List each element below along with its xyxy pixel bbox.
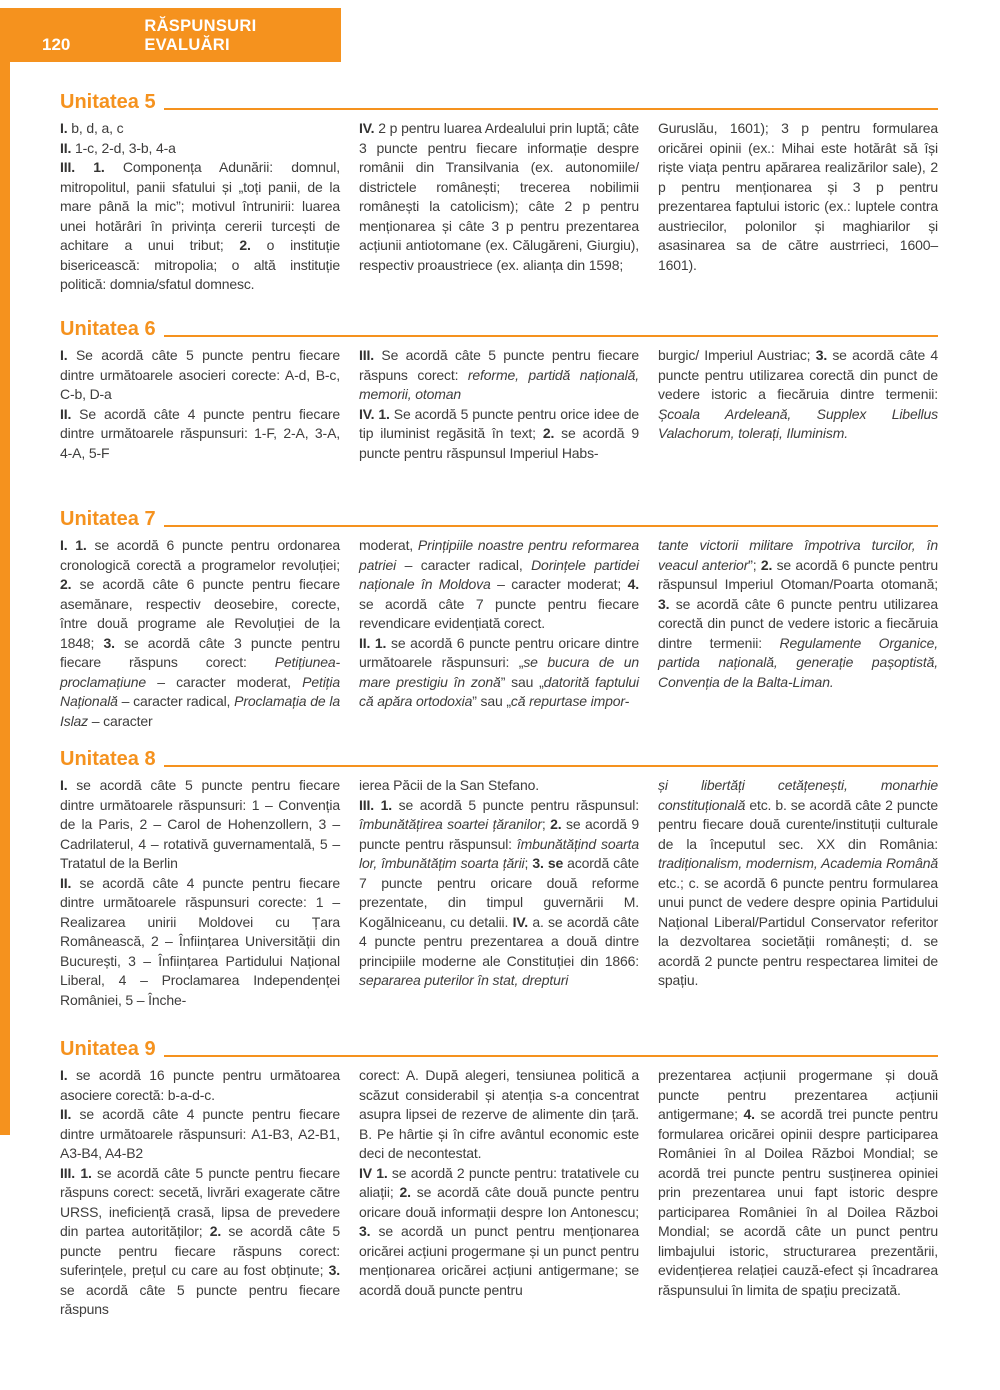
text-run: ”; [748, 556, 761, 573]
paragraph [359, 796, 639, 991]
section-unitatea-7 [60, 507, 938, 731]
heading-rule [164, 335, 938, 337]
text-run: etc.; c. se acordă 6 puncte pentru formularea unui punct de vedere despre opinia Partidului Național Liberal/Partidul Conservator referitor la dezvoltarea societății românești; d. se acordă 2 puncte pentru respectarea limitei de spațiu. [658, 874, 938, 988]
section-title: Unitatea 7 [60, 508, 156, 530]
text-run: 2. [60, 576, 72, 592]
text-run: se acordă 9 puncte pentru răspunsul: [359, 816, 640, 852]
text-run: se acordă trei puncte pentru formularea oricărei opinii despre participarea României în al Doilea Război Mondial; se acordă trei puncte pentru susținerea opiniei prin prezentarea unui fapt istoric despre participarea României în al Doilea Război Mondial; se acordă câte un punct pentru limbajului istoric, structurarea prezentării, evidențierea relației cauză-efect și încadrarea răspunsului în limita de spațiu precizată. [658, 1106, 938, 1298]
paragraph [658, 1066, 938, 1300]
text-run: I. [60, 777, 68, 793]
text-run: se acordă câte 3 puncte pentru fiecare răspuns corect: [60, 634, 340, 670]
text-column-1 [60, 776, 340, 1010]
text-run: Componența Adunării: domnul, mitropolitul, panii sfatului și „toți panii, de la mare până la mic”; motivul întrunirii: luarea unei hotărâri în privința cererii turcești de achitare a unui tribut; [60, 159, 340, 253]
paragraph [359, 1066, 639, 1164]
text-column-3 [658, 536, 938, 731]
text-run: I. [60, 347, 68, 363]
text-columns [60, 536, 938, 731]
text-run: III. 1. [60, 159, 105, 175]
text-run: 4. [743, 1106, 755, 1122]
text-run: se acordă 16 puncte pentru următoarea asociere corectă: b-a-d-c. [60, 1067, 340, 1103]
text-run: ; [541, 816, 551, 832]
text-run: se bucura de un mare prestigiu în zonă [359, 654, 639, 690]
text-run: a. se acordă câte 4 puncte pentru prezentarea a două dintre principiile moderne ale Constituției din 1866: [359, 913, 640, 969]
text-run: 3. [359, 1223, 371, 1239]
text-column-1 [60, 119, 340, 295]
page-number: 120 [42, 35, 71, 54]
text-run: Guruslău, 1601); 3 p pentru formularea oricărei opinii (ex.: Mihai este hotărât să își riște viața pentru apărarea realizărilor sale), 2 p pentru menționarea și 3 p pentru prezentarea faptului istoric (ex.: luptele contra austriecilor, polonilor și maghiarilor și asasinarea sa de către austrrieci, 1600–1601). [658, 120, 938, 273]
text-run: III. 1. [60, 1164, 92, 1181]
text-run: 3. [658, 595, 670, 612]
text-run: se acordă 6 puncte pentru oricare dintre următoarele răspunsuri: „ [359, 634, 639, 670]
text-run: 2. [209, 1223, 222, 1239]
text-run: se acordă câte 5 puncte pentru fiecare răspuns corect: suferințele, prețul cu care au fost obținute; [60, 1223, 340, 1278]
paragraph [658, 119, 938, 275]
section-heading [60, 317, 938, 341]
text-column-2 [359, 776, 639, 1010]
section-title: Unitatea 8 [60, 748, 156, 770]
text-columns [60, 1066, 938, 1320]
section-unitatea-9 [60, 1037, 938, 1320]
text-run: se acordă câte 5 puncte pentru fiecare răspuns corect: secetă, livrări exagerate către URSS, ineficiență crasă, lipsa de prevedere din partea autorităților; [60, 1164, 340, 1239]
text-run: se acordă câte 4 puncte pentru fiecare dintre următoarele răspunsuri: A1-B3, A2-B1, A3-B4, A4-B2 [60, 1106, 340, 1161]
text-run: Petiția Națională [60, 673, 340, 709]
text-run: b, d, a, c [67, 120, 124, 136]
text-run: IV. [359, 120, 375, 136]
paragraph [359, 634, 639, 712]
text-run: se acordă câte 7 puncte pentru fiecare revendicare evidențiată corect. [359, 595, 639, 631]
paragraph [60, 1164, 340, 1320]
text-run: – caracter moderat, [146, 673, 303, 690]
text-run: o instituție bisericească: mitropolia; o altă instituție politică: domnia/sfatul domnesc. [60, 237, 340, 292]
text-run: II. [60, 405, 72, 422]
text-run: burgic/ Imperiul Austriac; [658, 347, 816, 363]
text-run: – caracter radical, [396, 556, 532, 573]
text-run: reforme, partidă națională, memorii, otoman [359, 366, 639, 402]
text-run: I. [60, 1067, 68, 1083]
text-column-1 [60, 346, 340, 463]
text-run: îmbunătățind soarta lor, îmbunătățim soarta țării [359, 835, 639, 871]
heading-rule [164, 765, 938, 767]
text-run: Dorințele partidei naționale în Moldova [359, 556, 639, 592]
text-run: Școala Ardeleană, Supplex Libellus Valachorum, tolerați, Iluminism. [658, 405, 938, 441]
paragraph [359, 1164, 639, 1301]
paragraph [60, 1105, 340, 1164]
heading-rule [164, 108, 938, 110]
text-column-2 [359, 119, 639, 295]
text-run: prezentarea acțiunii progermane și două puncte pentru prezentarea acțiunii antigermane; [658, 1067, 938, 1122]
text-run: III. [359, 347, 374, 363]
text-run: se acordă 6 puncte pentru ordonarea cronologică corectă a programelor revoluției; [60, 537, 340, 573]
paragraph [359, 119, 639, 275]
text-run: separarea puterilor în stat, drepturi [359, 972, 569, 988]
paragraph [359, 405, 639, 464]
header-bar [0, 8, 341, 62]
text-run: IV. 1. [359, 405, 390, 422]
text-run: 2 p pentru luarea Ardealului prin luptă; câte 3 puncte pentru fiecare informație despre românii din Transilvania (ex. autonomiile/ districtele românești; trecerea nobilimii românești la catolicism); câte 2 p pentru menționarea și câte 3 p pentru prezentarea acțiunii antiotomane (ex. Călugăreni, Giurgiu), respectiv proaustriece (ex. alianța din 1598; [359, 120, 639, 273]
page-title: RĂSPUNSURI EVALUĂRI [144, 17, 257, 54]
text-run: Petițiunea-proclamațiune [60, 654, 340, 690]
text-run: ierea Păcii de la San Stefano. [359, 777, 539, 793]
text-run: îmbunătățirea soartei țăranilor [359, 816, 542, 832]
text-run: acordă câte 7 puncte pentru oricare două reforme prezentate, din timpul guvernării M. Kogălniceanu, cu detalii. [359, 855, 640, 930]
section-title: Unitatea 9 [60, 1038, 156, 1060]
paragraph [60, 119, 340, 139]
text-run: III. 1. [359, 796, 392, 813]
text-run: ” sau „ [500, 673, 544, 690]
text-run: Se acordă 5 puncte pentru orice idee de tip iluminist regăsită în text; [359, 405, 639, 441]
text-run: datorită faptului că apăra ortodoxia [359, 673, 639, 709]
text-column-3 [658, 776, 938, 1010]
paragraph [658, 776, 938, 991]
paragraph [658, 536, 938, 692]
paragraph [60, 1066, 340, 1105]
text-run: Se acordă câte 4 puncte pentru fiecare dintre următoarele răspunsuri: 1-F, 2-A, 3-A, 4-A, 5-F [60, 405, 340, 461]
text-run: II. [60, 1106, 72, 1122]
paragraph [359, 346, 639, 405]
text-run: Se acordă câte 5 puncte pentru fiecare răspuns corect: [359, 347, 639, 383]
text-run: II. 1. [359, 634, 387, 651]
text-column-2 [359, 1066, 639, 1320]
text-columns [60, 346, 938, 463]
text-column-3 [658, 1066, 938, 1320]
text-run: se acordă câte două puncte pentru oricare două informații despre Ion Antonescu; [359, 1184, 639, 1220]
section-heading [60, 507, 938, 531]
text-run: I. [60, 120, 68, 136]
text-run: se acordă câte 5 puncte pentru fiecare dintre următoarele răspunsuri: 1 – Convenția de la Paris, 2 – Carol de Hohenzollern, 3 – Cadrilaterul, 4 – rotativă guvernamentală, 5 – Tratatul de la Berlin [60, 777, 340, 871]
heading-rule [164, 1055, 938, 1057]
text-run: IV 1. [359, 1164, 388, 1181]
section-title: Unitatea 5 [60, 91, 156, 113]
section-heading [60, 1037, 938, 1061]
text-run: se acordă 9 puncte pentru răspunsul Imperiul Habs- [359, 425, 639, 461]
text-run: se acordă 6 puncte pentru răspunsul Imperiul Otoman/Poarta otomană; [658, 556, 938, 592]
text-column-1 [60, 536, 340, 731]
paragraph [60, 536, 340, 731]
text-run: corect: A. După alegeri, tensiunea politică a scăzut considerabil și atenția s-a concentrat asupra lipsei de rezerve de alimente din țară. B. Pe hârtie și în cifre avântul economic este deci de necontestat. [359, 1067, 639, 1161]
text-run: IV. [512, 913, 528, 930]
text-run: II. [60, 874, 72, 891]
paragraph [60, 346, 340, 405]
text-run: 2. [399, 1184, 411, 1200]
section-unitatea-8 [60, 747, 938, 1010]
section-unitatea-6 [60, 317, 938, 463]
text-run: tante victorii militare împotriva turcilor, în veacul anterior [658, 537, 938, 573]
paragraph [359, 536, 639, 634]
text-run: Prințipiile noastre pentru reformarea patriei [359, 537, 640, 573]
text-run: se acordă câte 6 puncte pentru fiecare asemănare, respectiv deosebire, corecte, între două programe ale Revoluției de la 1848; [60, 576, 340, 651]
text-run: se acordă câte 4 puncte pentru fiecare dintre următoarele răspunsuri corecte: 1 – Realizarea unirii Moldovei cu Țara Românească, 2 – Înființarea Universității din București, 3 – Înființarea Partidului Național Liberal, 4 – Proclamarea Independenței României, 5 – Înche- [60, 874, 340, 1008]
text-run: – caracter moderat; [490, 576, 628, 592]
text-run: se acordă 2 puncte pentru: tratativele cu aliații; [359, 1164, 639, 1200]
text-run: 2. [760, 556, 773, 573]
text-run: 3. [328, 1262, 340, 1278]
text-column-2 [359, 536, 639, 731]
text-run: II. [60, 139, 72, 156]
text-run: 3. se [532, 855, 564, 871]
paragraph [658, 346, 938, 444]
text-column-3 [658, 346, 938, 463]
paragraph [60, 158, 340, 295]
text-run: Regulamente Organice, partida națională, generație pașoptistă, Convenția de la Balta-Liman. [658, 634, 938, 690]
text-run: ” sau „ [472, 693, 511, 709]
paragraph [359, 776, 639, 796]
text-run: etc. b. se acordă câte 2 puncte pentru fiecare două curente/instituții culturale de la începutul sec. XX din România: [658, 796, 938, 852]
text-run: 4. [627, 576, 640, 592]
paragraph [60, 139, 340, 159]
text-run: că repurtase impor- [510, 693, 630, 709]
text-run: 2. [550, 816, 562, 832]
text-run: Proclamația de la Islaz [60, 693, 340, 729]
text-run: Se acordă câte 5 puncte pentru fiecare dintre următoarele asocieri corecte: A-d, B-c, C-b, D-a [60, 347, 340, 402]
section-title: Unitatea 6 [60, 318, 156, 340]
text-run: 1-c, 2-d, 3-b, 4-a [71, 139, 176, 156]
paragraph [60, 405, 340, 464]
text-run: tradiționalism, modernism, Academia Română [658, 855, 938, 871]
paragraph [60, 874, 340, 1011]
text-run: se acordă câte 4 puncte pentru utilizarea corectă din punct de vedere istoric a fiecăruia dintre termenii: [658, 347, 938, 402]
text-run: se acordă un punct pentru menționarea oricărei acțiuni progermane și un punct pentru menționarea oricărei acțiuni antigermane; se acordă două puncte pentru [359, 1223, 639, 1298]
left-accent-strip [0, 8, 10, 1135]
paragraph [60, 776, 340, 874]
text-columns [60, 119, 938, 295]
text-run: 2. [542, 425, 555, 441]
text-column-1 [60, 1066, 340, 1320]
text-run: moderat, [359, 537, 418, 553]
text-columns [60, 776, 938, 1010]
section-heading [60, 90, 938, 114]
text-run: 3. [815, 347, 828, 363]
section-unitatea-5 [60, 90, 938, 295]
text-run: se acordă câte 5 puncte pentru fiecare răspuns [60, 1281, 340, 1317]
text-column-2 [359, 346, 639, 463]
text-column-3 [658, 119, 938, 295]
text-run: – caracter [88, 712, 153, 729]
text-run: se acordă 5 puncte pentru răspunsul: [392, 796, 639, 813]
heading-rule [164, 525, 938, 527]
text-run: și libertăți cetățenești, monarhie constituțională [658, 777, 938, 813]
text-run: 3. [103, 634, 115, 651]
section-heading [60, 747, 938, 771]
text-run: 2. [239, 237, 251, 253]
text-run: se acordă câte 6 puncte pentru utilizarea corectă din punct de vedere istoric a fiecăruia dintre termenii: [658, 595, 938, 651]
text-run: I. 1. [60, 537, 87, 553]
text-run: – caracter radical, [117, 693, 235, 709]
text-run: ; [524, 855, 533, 871]
